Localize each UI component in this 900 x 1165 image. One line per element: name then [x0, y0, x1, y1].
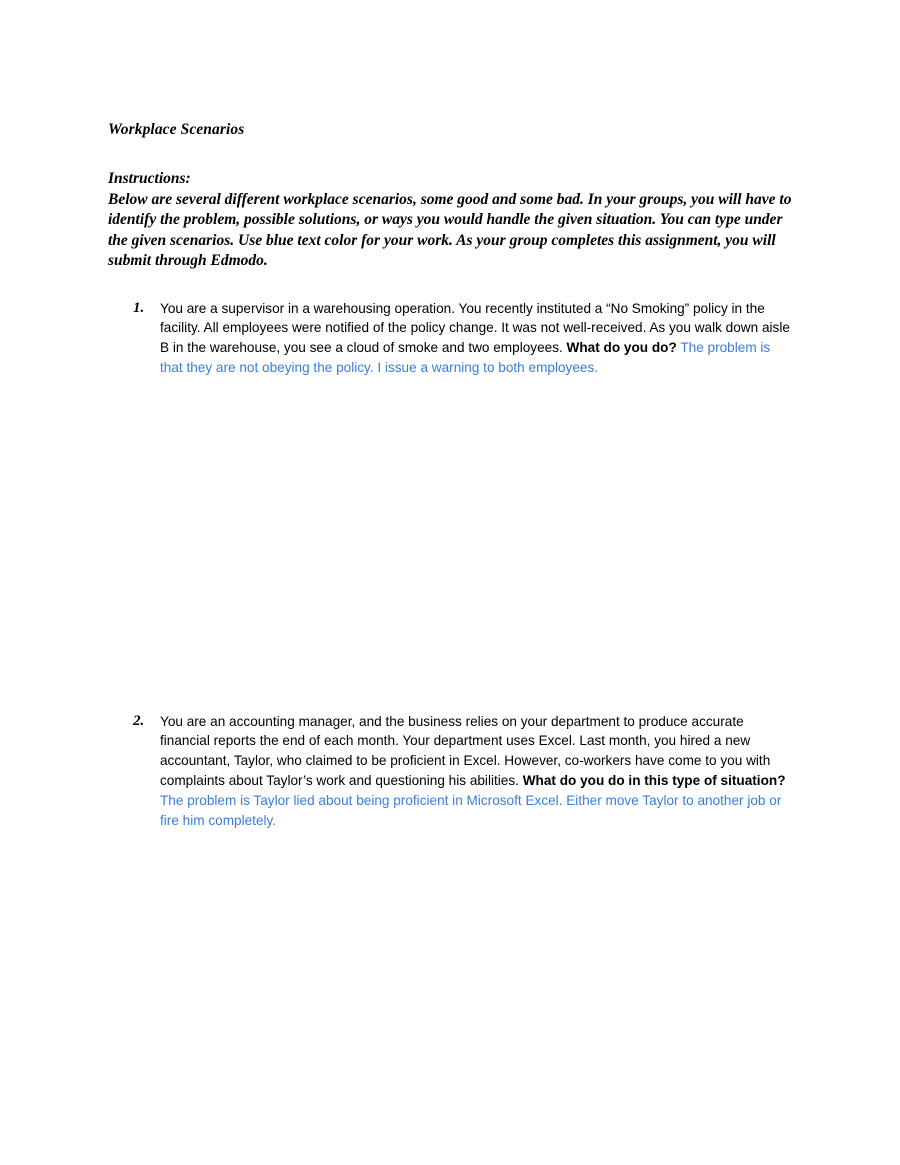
instructions-section	[108, 169, 798, 272]
document-body	[108, 120, 798, 830]
scenario-text	[160, 712, 796, 831]
instructions-text: Below are several different workplace scenarios, some good and some bad. In your groups, you will have to identify the problem, possible solutions, or ways you would handle the given situation. You can type under the given scenarios. Use blue text color for your work. As your group completes this assignment, you will submit through Edmodo.	[108, 190, 792, 269]
page-title: Workplace Scenarios	[108, 121, 245, 138]
list-item	[108, 712, 798, 831]
scenario-answer[interactable]: The problem is that they are not obeying the policy. I issue a warning to both employees.	[160, 340, 771, 375]
scenario-question: What do you do in this type of situation?	[522, 773, 786, 789]
scenario-prompt-body: You are a supervisor in a warehousing operation. You recently instituted a “No Smoking” policy in the facility. All employees were notified of the policy change. It was not well-received. As you walk down aisle B in the warehouse, you see a cloud of smoke and two employees.	[160, 300, 790, 356]
scenario-answer[interactable]: The problem is Taylor lied about being proficient in Microsoft Excel. Either move Taylor to another job or fire him completely.	[160, 792, 782, 828]
scenario-list	[108, 299, 798, 831]
scenario-prompt-body: You are an accounting manager, and the business relies on your department to produce accurate financial reports the end of each month. Your department uses Excel. Last month, you hired a new accountant, Taylor, who claimed to be proficient in Excel. However, co-workers have come to you with complaints about Taylor’s work and questioning his abilities.	[160, 713, 771, 789]
scenario-number: 1.	[133, 299, 145, 316]
list-item	[108, 299, 798, 378]
answer-work-space[interactable]	[108, 378, 798, 712]
instructions-label: Instructions:	[108, 170, 191, 187]
scenario-question: What do you do?	[566, 340, 677, 356]
scenario-text	[160, 299, 796, 378]
scenario-number: 2.	[133, 712, 145, 729]
